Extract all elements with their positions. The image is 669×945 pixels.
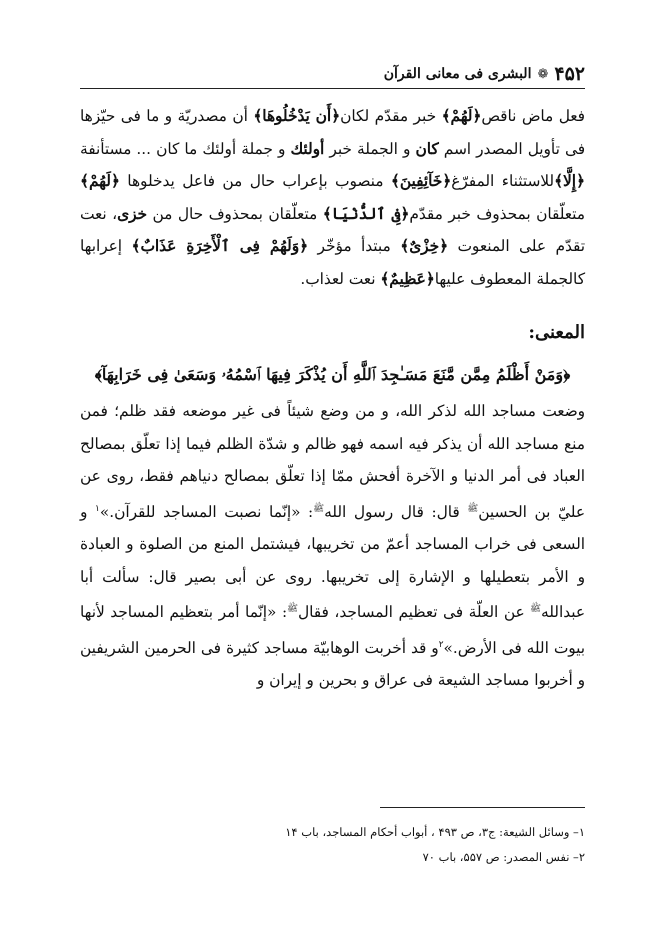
- inline-verse: ﴿خِزْىٌ﴾: [400, 237, 449, 255]
- inline-verse: ﴿خَآئِفِينَ﴾: [390, 172, 452, 190]
- footnote-2: ۲– نفس المصدر: ص ۵۵۷، باب ۷۰: [422, 850, 585, 864]
- inline-verse: ﴿عَظِيمٌ﴾: [380, 269, 435, 288]
- inline-verse: خزى: [117, 204, 147, 223]
- honorific-symbol: ﷺ: [530, 604, 542, 615]
- footnote-1: ۱– وسائل الشيعة: ج۳، ص ۴۹۳ ، أبواب أحكام المساجد، باب ۱۴: [285, 825, 585, 839]
- page-header: [80, 63, 585, 85]
- inline-verse: كان: [415, 139, 439, 158]
- inline-verse: ﴿لَهُمْ﴾: [441, 107, 482, 125]
- text-run: منصوب بإعراب حال من فاعل يدخلوها: [119, 172, 391, 190]
- text-run: متعلّقان بمحذوف حال من: [146, 204, 323, 223]
- text-run: مبتدأ مؤخّر: [308, 237, 401, 255]
- text-run: و الجملة خبر: [324, 139, 416, 158]
- meaning-paragraph: [80, 395, 585, 697]
- inline-verse: ﴿لَهُمْ﴾: [80, 172, 120, 190]
- inline-verse: ﴿إِلَّا﴾: [554, 172, 585, 190]
- text-run: : «إنّما نصبت المساجد للقرآن.»: [99, 502, 314, 521]
- text-run: أن مصدريّة و ما فى حيّزها فى تأويل المصدر اسم: [80, 107, 586, 158]
- flower-ornament-icon: ❁: [537, 66, 549, 82]
- honorific-symbol: ﷺ: [287, 604, 299, 615]
- footnote-marker: ۱: [95, 503, 100, 514]
- text-run: قال: قال رسول الله: [324, 502, 468, 521]
- footnote-divider: [380, 807, 585, 808]
- text-run: نعت لعذاب.: [300, 269, 381, 288]
- text-run: فعل ماض ناقص: [481, 107, 585, 125]
- text-run: : «إنّما أمر بتعظيم المساجد لأنها بيوت الله فى الأرض.»: [80, 603, 586, 657]
- book-title: البشرى فى معانى القرآن: [383, 66, 532, 82]
- text-run: إعرابها كالجملة المعطوف عليها: [80, 237, 585, 288]
- text-run: خبر مقدّم لكان: [340, 107, 442, 125]
- text-run: ، نعت تقدّم على المنعوت: [80, 204, 585, 255]
- text-run: عن العلّة فى تعظيم المساجد، فقال: [298, 603, 531, 622]
- text-run: و جملة أولئك ما كان ... مستأنفة: [80, 139, 291, 158]
- text-run: و السعى فى خراب المساجد أعمّ من تخريبها، فيشتمل المنع من الصلوة و العبادة و الأمر بتعطيلها و الإشارة إلى تخريبها. روى عن أبى بصير قال: سألت أبا عبدالله: [80, 502, 585, 622]
- grammar-paragraph: [80, 100, 585, 295]
- footnotes: [80, 820, 585, 870]
- page-body: [80, 100, 585, 697]
- honorific-symbol: ﷺ: [313, 503, 325, 514]
- quran-verse: ﴿وَمَنْ أَظْلَمُ مِمَّن مَّنَعَ مَسَـٰجِدَ ٱللَّهِ أَن يُذْكَرَ فِيهَا ٱسْمُهُۥ وَسَعَىٰ فِى خَرَابِهَآ﴾: [94, 365, 571, 384]
- inline-verse: ﴿وَلَهُمْ فِى ٱلْأَخِرَةِ عَذَابٌ﴾: [131, 237, 309, 255]
- text-run: و قد أخربت الوهابيّة مساجد كثيرة فى الحرمين الشريفين و أخربوا مساجد الشيعة فى عراق و بحرين و إيران و: [80, 638, 585, 690]
- text-run: وضعت مساجد الله لذكر الله، و من وضع شيئاً فى غير موضعه فقد ظلم؛ فمن منع مساجد الله أن يذكر فيه اسمه فهو ظالم و شدّة الظلم فيما إذا تعلّق بمصالح العباد فى أمر الدنيا و الآخرة أفحش ممّا إذا تعلّق بمصالح دنياهم فقط، روى عن عليّ بن الحسين: [80, 402, 585, 521]
- meaning-heading: المعنى:: [528, 322, 585, 343]
- header-divider: [80, 88, 585, 89]
- text-run: متعلّقان بمحذوف خبر مقدّم: [409, 204, 585, 223]
- inline-verse: أولئك: [290, 139, 325, 158]
- footnote-marker: ۲: [438, 639, 444, 650]
- honorific-symbol: ﷺ: [467, 503, 479, 514]
- text-run: للاستثناء المفرّغ: [451, 172, 555, 190]
- page-number: ۴۵۲: [554, 63, 585, 85]
- inline-verse: ﴿أَن يَدْخُلُوهَا﴾: [253, 107, 341, 125]
- inline-verse: ﴿فِى ٱلدُّنْيَا﴾: [322, 204, 410, 223]
